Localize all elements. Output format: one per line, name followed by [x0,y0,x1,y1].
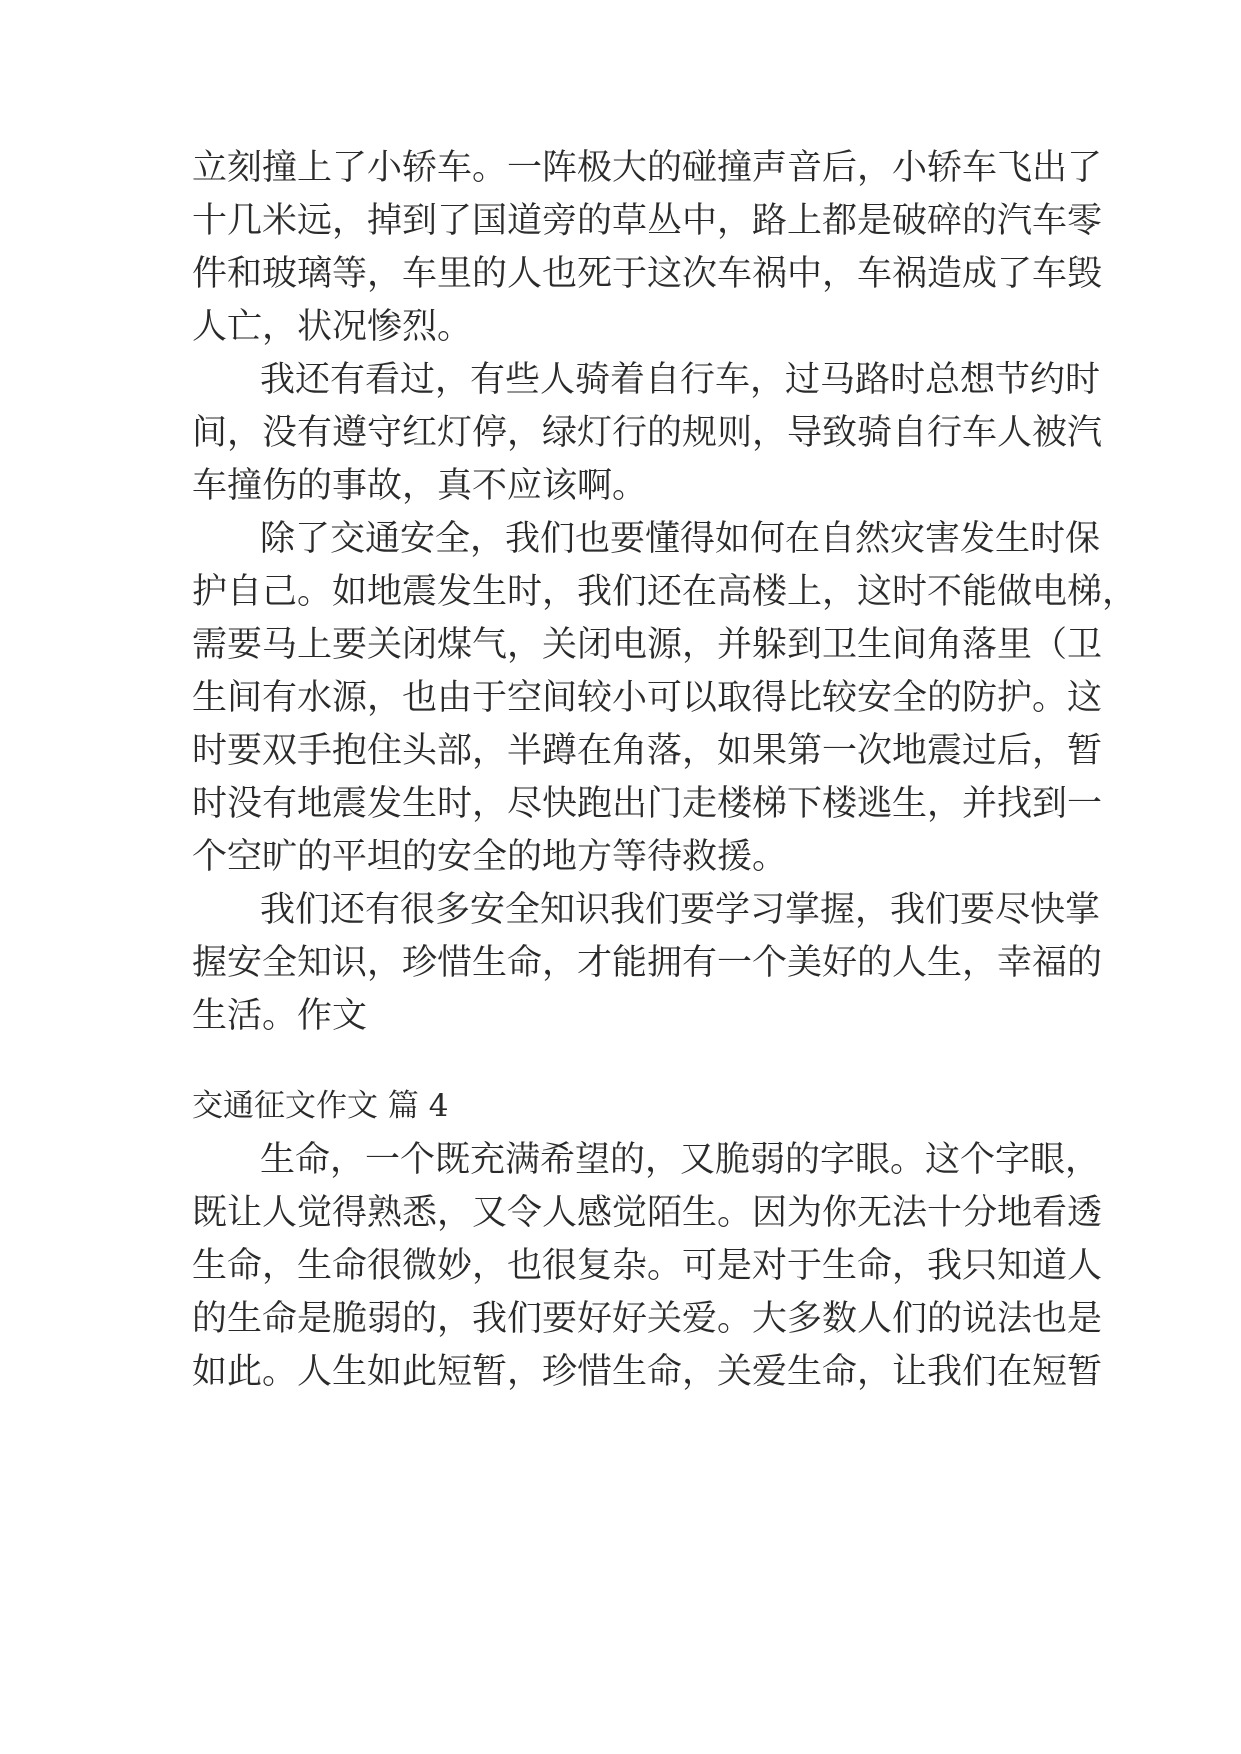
text-line: 时要双手抱住头部，半蹲在角落，如果第一次地震过后，暂 [192,731,1103,771]
text-line: 既让人觉得熟悉，又令人感觉陌生。因为你无法十分地看透 [192,1193,1103,1233]
text-line: 个空旷的平坦的安全的地方等待救援。 [192,837,788,877]
text-line: 需要马上要关闭煤气，关闭电源，并躲到卫生间角落里（卫 [192,625,1103,665]
text-line: 的生命是脆弱的，我们要好好关爱。大多数人们的说法也是 [192,1299,1103,1339]
text-line: 件和玻璃等，车里的人也死于这次车祸中，车祸造成了车毁 [192,254,1103,294]
text-line: 除了交通安全，我们也要懂得如何在自然灾害发生时保 [260,519,1101,559]
text-line: 人亡，状况惨烈。 [192,307,473,347]
text-line: 我们还有很多安全知识我们要学习掌握，我们要尽快掌 [260,890,1101,930]
text-line: 立刻撞上了小轿车。一阵极大的碰撞声音后，小轿车飞出了 [192,148,1103,188]
section-heading: 交通征文作文 篇 4 [192,1088,449,1124]
text-line: 生命，生命很微妙，也很复杂。可是对于生命，我只知道人 [192,1246,1103,1286]
text-line: 我还有看过，有些人骑着自行车，过马路时总想节约时 [260,360,1101,400]
text-line: 护自己。如地震发生时，我们还在高楼上，这时不能做电梯， [192,572,1138,612]
text-line: 间，没有遵守红灯停，绿灯行的规则，导致骑自行车人被汽 [192,413,1103,453]
text-line: 握安全知识，珍惜生命，才能拥有一个美好的人生，幸福的 [192,943,1103,983]
text-line: 十几米远，掉到了国道旁的草丛中，路上都是破碎的汽车零 [192,201,1103,241]
text-line: 生命，一个既充满希望的，又脆弱的字眼。这个字眼， [260,1140,1101,1180]
text-line: 生活。作文 [192,996,368,1036]
text-line: 车撞伤的事故，真不应该啊。 [192,466,648,506]
text-line: 时没有地震发生时，尽快跑出门走楼梯下楼逃生，并找到一 [192,784,1103,824]
text-line: 生间有水源，也由于空间较小可以取得比较安全的防护。这 [192,678,1103,718]
text-line: 如此。人生如此短暂，珍惜生命，关爱生命，让我们在短暂 [192,1352,1103,1392]
